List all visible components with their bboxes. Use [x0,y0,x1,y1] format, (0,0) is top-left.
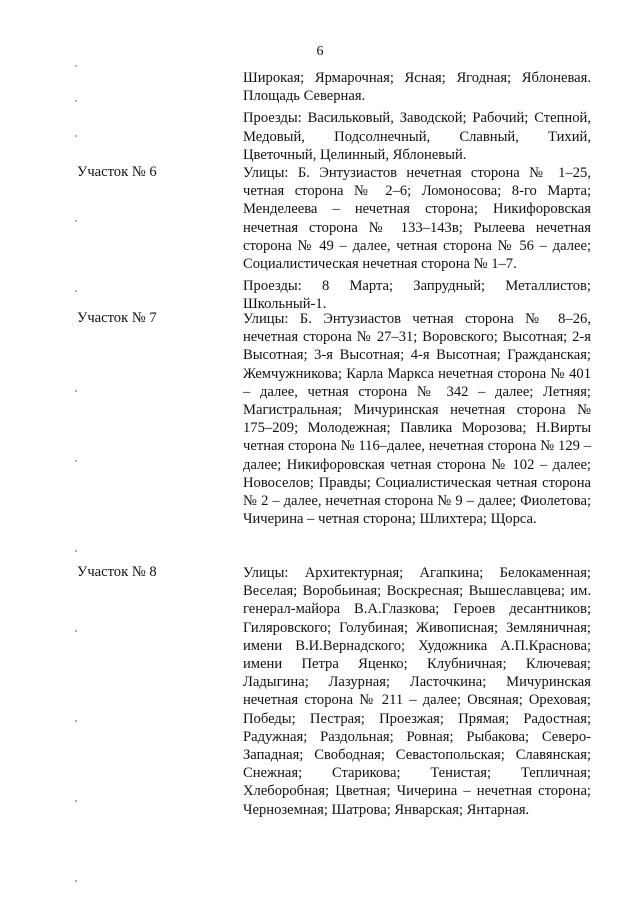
section-label: Участок № 7 [77,310,157,326]
continuation-paragraph: Проезды: Васильковый, Заводской; Рабочий; Степной, Медовый, Подсолнечный, Славный, Тихий, Цветочный, Целинный, Яблоневый. [243,110,591,163]
margin-dot [75,100,77,102]
margin-dot-column [75,60,77,900]
margin-dot [75,390,77,392]
margin-dot [75,65,77,67]
section-content [243,164,591,314]
section-content [243,564,591,819]
margin-dot [75,135,77,137]
section-label: Участок № 6 [77,164,157,180]
margin-dot [75,630,77,632]
margin-dot [75,220,77,222]
margin-dot [75,720,77,722]
section-paragraph: Проезды: 8 Марта; Запрудный; Металлистов; Школьный-1. [243,278,591,313]
section-paragraph: Улицы: Архитектурная; Агапкина; Белокаменная; Веселая; Воробьиная; Воскресная; Вышеславцева; им. генерал-майора В.А.Глазкова; Героев десантников; Гиляровского; Голубиная; Живописная; Земляничная; имени В.И.Вернадского; Художника А.П.Краснова; имени Петра Яценко; Клубничная; Ключевая; Ладыгина; Лазурная; Ласточкина; Мичуринская нечетная сторона № 211 – далее; Овсяная; Ореховая; Победы; Пестрая; Проезжая; Прямая; Радостная; Радужная; Раздольная; Ровная; Рыбакова; Северо-Западная; Свободная; Севастопольская; Славянская; Снежная; Старикова; Тенистая; Тепличная; Хлеборобная; Цветная; Чичерина – нечетная сторона; Черноземная; Шатрова; Январская; Янтарная. [243,565,591,818]
margin-dot [75,550,77,552]
margin-dot [75,880,77,882]
continuation-paragraph: Широкая; Ярмарочная; Ясная; Ягодная; Яблоневая. Площадь Северная. [243,70,591,105]
section-content [243,310,591,528]
section-paragraph: Улицы: Б. Энтузиастов четная сторона № 8–26, нечетная сторона № 27–31; Воровского; Высотная; 2-я Высотная; 3-я Высотная; 4-я Высотная; Гражданская; Жемчужникова; Карла Маркса нечетная сторона № 401 – далее, четная сторона № 342 – далее; Летняя; Магистральная; Мичуринская нечетная сторона № 175–209; Молодежная; Павлика Морозова; Н.Вирты четная сторона № 116–далее, нечетная сторона № 129 – далее; Никифоровская четная сторона № 102 – далее; Новоселов; Правды; Социалистическая четная сторона № 2 – далее, нечетная сторона № 9 – далее; Фиолетова; Чичерина – четная сторона; Шлихтера; Щорса. [243,311,591,528]
page-number: 6 [316,44,324,59]
section-paragraph: Улицы: Б. Энтузиастов нечетная сторона № 1–25, четная сторона № 2–6; Ломоносова; 8-го Марта; Менделеева – нечетная сторона; Никифоровская нечетная сторона № 133–143в; Рылеева нечетная сторона № 49 – далее, четная сторона № 56 – далее; Социалистическая нечетная сторона № 1–7. [243,165,591,273]
margin-dot [75,460,77,462]
section-label: Участок № 8 [77,564,157,580]
continuation-content [243,69,591,164]
margin-dot [75,290,77,292]
margin-dot [75,800,77,802]
